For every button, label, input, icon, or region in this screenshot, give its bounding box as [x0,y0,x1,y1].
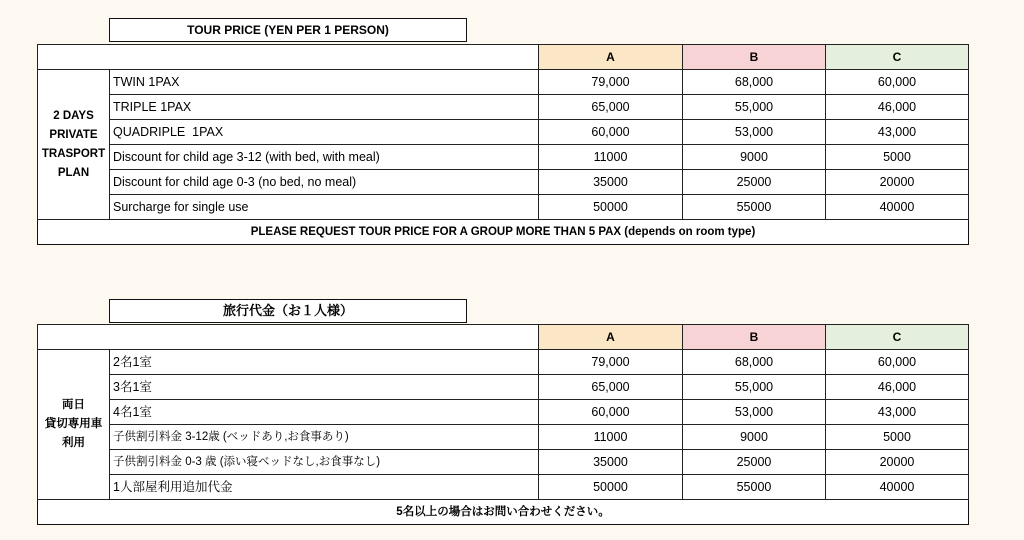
row-label: 子供割引料金 3-12歳 (ベッドあり,お食事あり) [110,425,539,450]
price-a: 11000 [539,425,683,450]
plan-line: 両日 [62,399,85,411]
price-a: 50000 [539,475,683,500]
row-label: TRIPLE 1PAX [110,95,539,120]
price-a: 35000 [539,450,683,475]
tour-price-title-jp: 旅行代金（お１人様） [109,299,467,323]
plan-label [38,70,110,220]
row-label: 1人部屋利用追加代金 [110,475,539,500]
price-b: 55,000 [683,375,826,400]
plan-line: 2 DAYS [53,109,94,122]
row-label: 4名1室 [110,400,539,425]
row-label: 3名1室 [110,375,539,400]
header-blank-cell [38,325,539,350]
table-row [38,70,969,95]
column-header-b: B [683,45,826,70]
price-b: 55,000 [683,95,826,120]
price-b: 53,000 [683,400,826,425]
price-a: 79,000 [539,350,683,375]
price-c: 60,000 [826,70,969,95]
price-c: 43,000 [826,120,969,145]
price-c: 40000 [826,195,969,220]
column-header-c: C [826,45,969,70]
price-c: 60,000 [826,350,969,375]
row-label: TWIN 1PAX [110,70,539,95]
price-a: 60,000 [539,120,683,145]
plan-line: PLAN [57,166,90,179]
price-b: 55000 [683,475,826,500]
table-row [38,450,969,475]
table-row [38,475,969,500]
column-header-b: B [683,325,826,350]
price-a: 79,000 [539,70,683,95]
table-row [38,95,969,120]
tour-price-table-en [37,44,969,245]
table-row [38,145,969,170]
row-label: 2名1室 [110,350,539,375]
table-row [38,375,969,400]
price-a: 35000 [539,170,683,195]
price-c: 20000 [826,450,969,475]
column-header-c: C [826,325,969,350]
column-header-row [38,325,969,350]
price-a: 65,000 [539,375,683,400]
price-b: 25000 [683,170,826,195]
price-c: 40000 [826,475,969,500]
price-b: 25000 [683,450,826,475]
price-a: 11000 [539,145,683,170]
price-b: 9000 [683,145,826,170]
column-header-a: A [539,325,683,350]
plan-line: 利用 [62,437,85,449]
price-b: 53,000 [683,120,826,145]
plan-line: PRIVATE [49,128,98,141]
table-row [38,350,969,375]
footer-row [38,220,969,245]
price-b: 9000 [683,425,826,450]
price-c: 20000 [826,170,969,195]
footer-row [38,500,969,525]
column-header-row [38,45,969,70]
price-a: 65,000 [539,95,683,120]
price-a: 50000 [539,195,683,220]
column-header-a: A [539,45,683,70]
price-c: 5000 [826,425,969,450]
row-label: Discount for child age 3-12 (with bed, with meal) [110,145,539,170]
plan-line: 貸切専用車 [44,418,103,430]
tour-price-table-jp [37,324,969,525]
row-label: 子供割引料金 0-3 歳 (添い寝ベッドなし,お食事なし) [110,450,539,475]
table-row [38,120,969,145]
row-label: QUADRIPLE 1PAX [110,120,539,145]
price-c: 43,000 [826,400,969,425]
price-a: 60,000 [539,400,683,425]
table-row [38,400,969,425]
table-row [38,195,969,220]
price-b: 55000 [683,195,826,220]
price-b: 68,000 [683,70,826,95]
price-c: 5000 [826,145,969,170]
row-label: Surcharge for single use [110,195,539,220]
plan-line: TRASPORT [41,147,106,160]
price-c: 46,000 [826,375,969,400]
group-note: 5名以上の場合はお問い合わせください。 [38,500,969,525]
table-row [38,170,969,195]
header-blank-cell [38,45,539,70]
row-label: Discount for child age 0-3 (no bed, no meal) [110,170,539,195]
group-note: PLEASE REQUEST TOUR PRICE FOR A GROUP MORE THAN 5 PAX (depends on room type) [38,220,969,245]
price-b: 68,000 [683,350,826,375]
tour-price-title: TOUR PRICE (YEN PER 1 PERSON) [109,18,467,42]
table-row [38,425,969,450]
plan-label [38,350,110,500]
price-c: 46,000 [826,95,969,120]
